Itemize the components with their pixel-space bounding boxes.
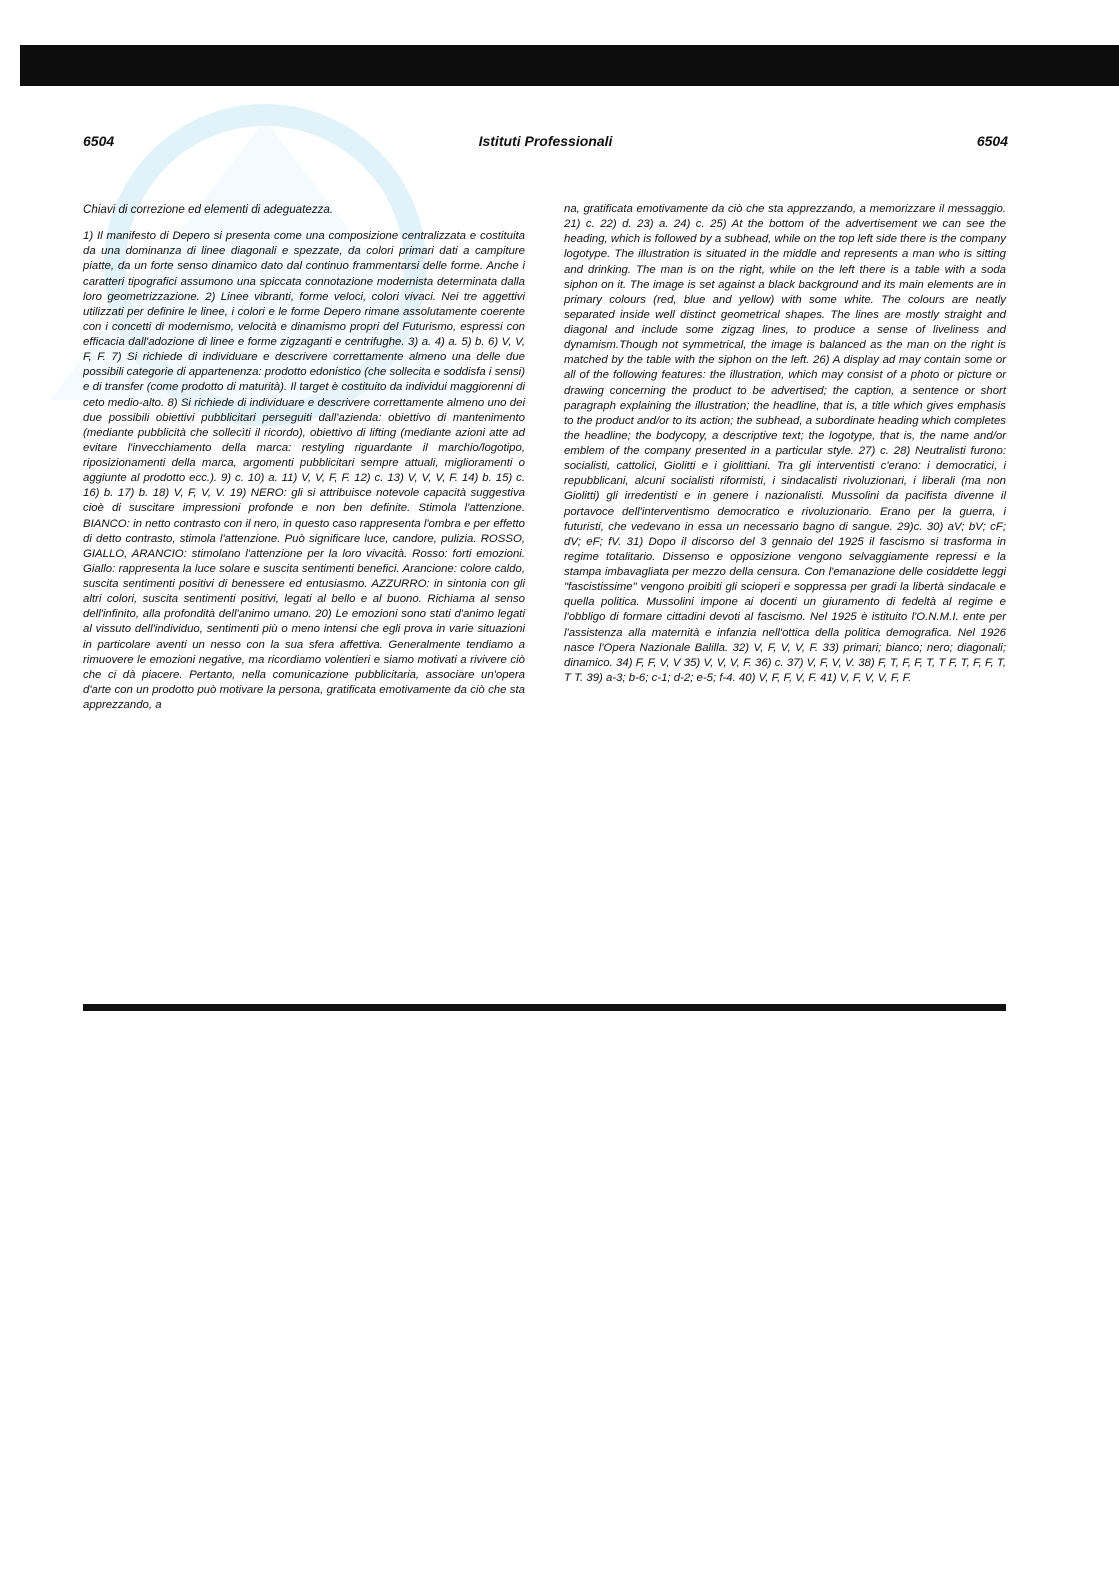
page-header — [83, 133, 1008, 157]
page-number-right: 6504 — [976, 133, 1008, 149]
right-column — [564, 202, 1006, 686]
page-title: Istituti Professionali — [478, 133, 613, 149]
right-column-text: na, gratificata emotivamente da ciò che sta apprezzando, a memorizzare il messaggio. 21) c. 22) d. 23) a. 24) c. 25) At the bottom of the advertisement we can see the heading, which is followed by a subhead, while on the top left side there is the company logotype. The illustration is situated in the middle and represents a man who is sitting and drinking. The man is on the right, while on the left there is a table with a soda siphon on it. The image is set against a black background and its main elements are in primary colours (red, blue and yellow) with some white. The colours are neatly separated inside well distinct geometrical shapes. The lines are mostly straight and diagonal and include some zigzag lines, to produce a sense of liveliness and dynamism.Though not symmetrical, the image is balanced as the man on the right is matched by the table with the siphon on the left. 26) A display ad may contain some or all of the following features: the illustration, which may consist of a photo or picture or drawing concerning the product to be advertised; the caption, a sentence or short paragraph explaining the illustration; the headline, that is, a title which gives emphasis to the product and/or to its action; the subhead, a subordinate heading which completes the headline; the bodycopy, a descriptive text; the logotype, that is, the name and/or emblem of the company presented in a particular style. 27) c. 28) Neutralisti furono: socialisti, cattolici, Giolitti e i giolittiani. Tra gli interventisti c'erano: i democratici, i repubblicani, alcuni socialisti riformisti, i sindacalisti rivoluzionari, i liberali (ma non Giolitti) gli irredentisti e in genere i nazionalisti. Mussolini da pacifista divenne il portavoce dell'interventismo democratico e rivoluzionario. Erano per la guerra, i futuristi, che vedevano in essa un necessario bagno di sangue. 29)c. 30) aV; bV; cF; dV; eF; fV. 31) Dopo il discorso del 3 gennaio del 1925 il fascismo si trasforma in regime totalitario. Dissenso e opposizione vengono selvaggiamente repressi e la stampa imbavagliata per mezzo della censura. Con l'emanazione delle cosiddette leggi "fascistissime" vengono proibiti gli scioperi e soppressa per gradi la libertà sindacale e quella politica. Mussolini impone ai docenti un giuramento di fedeltà al regime e l'obbligo di formare cittadini devoti al fascismo. Nel 1925 è istituito l'O.N.M.I. ente per l'assistenza alla maternità e infanzia nell'ottica della politica demografica. Nel 1926 nasce l'Opera Nazionale Balilla. 32) V, F, V, V, F. 33) primari; bianco; nero; diagonali; dinamico. 34) F, F, V, V 35) V, V, V, F. 36) c. 37) V, F, V, V. 38) F, T, F, F, T, T F, T, F, F, T, T T. 39) a-3; b-6; c-1; d-2; e-5; f-4. 40) V, F, F, V, F. 41) V, F, V, V, F, F. — [564, 203, 1006, 684]
page-number-left: 6504 — [83, 133, 115, 149]
left-column-text: 1) Il manifesto di Depero si presenta come una composizione centralizzata e costituita da una dominanza di linee diagonali e spezzate, da colori primari dati a campiture piatte, da un forte senso dinamico dato dal continuo frammentarsi delle forme. Anche i caratteri tipografici assumono una spiccata connotazione modernista determinata dalla loro geometrizzazione. 2) Linee vibranti, forme veloci, colori vivaci. Nei tre aggettivi utilizzati per definire le linee, i colori e le forme Depero rimane assolutamente coerente con i concetti di modernismo, velocità e dinamismo propri del Futurismo, espressi con efficacia dall'adozione di linee e forme zigzaganti e centrifughe. 3) a. 4) a. 5) b. 6) V, V, F, F. 7) Si richiede di individuare e descrivere correttamente almeno una delle due possibili categorie di appartenenza: prodotto edonistico (che sollecita e soddisfa i sensi) e di transfer (come prodotto di maturità). Il target è costituito da individui maggiorenni di ceto medio-alto. 8) Si richiede di individuare e descrivere correttamente almeno uno dei due possibili obiettivi pubblicitari perseguiti dall'azienda: obiettivo di mantenimento (mediante pubblicità che sollecìti il ricordo), obiettivo di lifting (mediante azioni atte ad evitare l'invecchiamento della marca: restyling riguardante il marchio/logotipo, riposizionamenti della marca, argomenti pubblicitari sempre attuali, miglioramenti o aggiunte al prodotto ecc.). 9) c. 10) a. 11) V, V, F, F. 12) c. 13) V, V, V, F. 14) b. 15) c. 16) b. 17) b. 18) V, F, V, V. 19) NERO: gli si attribuisce notevole capacità suggestiva cioè di suscitare impressioni profonde e non ben definite. Stimola l'attenzione. BIANCO: in netto contrasto con il nero, in questo caso rappresenta l'ombra e per effetto di detto contrasto, stimola l'attenzione. Può significare luce, candore, pulizia. ROSSO, GIALLO, ARANCIO: stimolano l'attenzione per la loro vivacità. Rosso: forti emozioni. Giallo: rappresenta la luce solare e suscita sentimenti benefici. Arancione: colore caldo, suscita sentimenti positivi di benessere ed entusiasmo. AZZURRO: in sintonia con gli altri colori, suscita sentimenti positivi, legati al bello e al buono. Richiama al senso dell'infinito, alla profondità dell'animo umano. 20) Le emozioni sono stati d'animo legati al vissuto dell'individuo, sentimenti più o meno intensi che egli prova in varie situazioni in particolare aventi un nesso con la sua sfera affettiva. Generalmente tendiamo a rimuovere le emozioni negative, ma ricordiamo volentieri e siamo motivati a rivivere ciò che ci dà piacere. Pertanto, nella comunicazione pubblicitaria, associare un'opera d'arte con un prodotto può motivare la persona, gratificata emotivamente da ciò che sta apprezzando, a — [83, 230, 525, 711]
left-column — [83, 202, 525, 713]
section-heading: Chiavi di correzione ed elementi di adeguatezza. — [83, 203, 334, 216]
top-black-bar — [20, 45, 1119, 86]
bottom-rule — [83, 1004, 1006, 1011]
